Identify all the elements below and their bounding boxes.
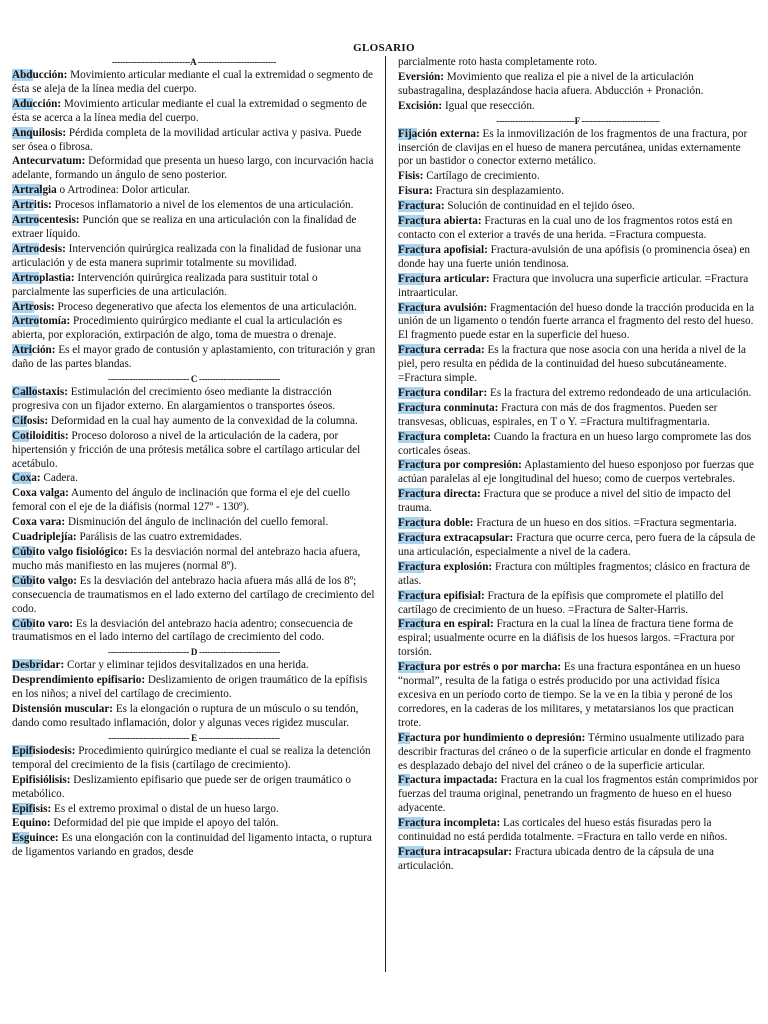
glossary-term: ura por compresión: bbox=[424, 459, 522, 472]
glossary-entry bbox=[398, 732, 758, 774]
glossary-definition: Igual que resección. bbox=[442, 99, 535, 112]
glossary-entry bbox=[12, 98, 376, 126]
glossary-definition: Procedimiento quirúrgico mediante el cual se realiza la detención temporal del crecimiento de la fisis (cartílago de crecimiento). bbox=[12, 744, 371, 771]
glossary-entry bbox=[12, 659, 376, 673]
glossary-definition: Movimiento articular mediante el cual la extremidad o segmento de ésta se aleja de la línea media del cuerpo. bbox=[12, 69, 374, 95]
glossary-definition: Parálisis de las cuatro extremidades. bbox=[76, 531, 242, 544]
glossary-term: osis: bbox=[33, 300, 55, 313]
glossary-definition: Fractura en la cual los fragmentos están comprimidos por fuerzas del trauma original, penetrando un fragmento de hueso en el hueso adyacente. bbox=[398, 774, 758, 815]
glossary-definition: Cortar y eliminar tejidos desvitalizados en una herida. bbox=[64, 659, 309, 672]
glossary-entry bbox=[12, 817, 376, 831]
glossary-term: ura explosión: bbox=[424, 560, 493, 573]
term-highlight: Callo bbox=[12, 386, 38, 399]
glossary-definition: Fractura con más de dos fragmentos. Pueden ser transvesas, oblicuas, espirales, en T o Y. =Fractura multifragmentaria. bbox=[398, 401, 718, 428]
glossary-entry bbox=[398, 488, 758, 516]
term-highlight: Fr bbox=[398, 731, 410, 744]
glossary-term: iloiditis: bbox=[29, 429, 69, 442]
glossary-term: ura abierta: bbox=[424, 215, 482, 228]
glossary-definition: Fractura-avulsión de una apófisis (o prominencia ósea) en donde hay una fuerte unión tendinosa. bbox=[398, 243, 751, 270]
glossary-term: ura intracapsular: bbox=[424, 845, 513, 858]
glossary-entry bbox=[398, 56, 758, 70]
glossary-term: ura en espiral: bbox=[424, 618, 494, 631]
glossary-definition: Fractura que ocurre cerca, pero fuera de la cápsula de una articulación, especialmente a nivel de la cadera. bbox=[398, 532, 756, 558]
term-highlight: Fract bbox=[398, 243, 425, 256]
glossary-entry bbox=[12, 832, 376, 860]
glossary-term: gia bbox=[42, 184, 57, 197]
glossary-entry bbox=[398, 661, 758, 731]
glossary-term: isis: bbox=[32, 802, 52, 815]
glossary-definition: Deformidad que presenta un hueso largo, con incurvación hacia adelante, formando un ángulo de seno posterior. bbox=[12, 155, 374, 182]
left-column bbox=[12, 56, 376, 861]
glossary-term: staxis: bbox=[37, 386, 68, 399]
glossary-definition: Fragmentación del hueso donde la tracción producida en la unión de un ligamento o tendón fuerte arranca el fragmento del resto del hueso. El fragmento puede estar en la superficie del hueso. bbox=[398, 301, 755, 342]
glossary-definition: Proceso doloroso a nivel de la articulación de la cadera, por hipertensión y fricción de una prótesis metálica sobre el cartílago articular del acetábulo. bbox=[12, 429, 361, 470]
glossary-term: Excisión: bbox=[398, 99, 443, 112]
glossary-definition: Punción que se realiza en una articulación con la finalidad de extraer líquido. bbox=[12, 214, 357, 240]
glossary-term: ura conminuta: bbox=[424, 401, 499, 414]
glossary-definition: Es la desviación del antebrazo hacia afuera más allá de los 8º; consecuencia de traumatismos en el lado externo del cartílago de crecimiento del codo. bbox=[12, 574, 375, 615]
glossary-entry bbox=[398, 200, 758, 214]
glossary-term: itis: bbox=[33, 199, 52, 212]
glossary-entry bbox=[398, 387, 758, 401]
glossary-term: ura directa: bbox=[424, 488, 481, 501]
glossary-definition: Deslizamiento de origen traumático de la epífisis en los niños; a nivel del cartílago de crecimiento. bbox=[12, 674, 368, 701]
glossary-definition: Solución de continuidad en el tejido óseo. bbox=[444, 200, 635, 213]
glossary-definition: Es el extremo proximal o distal de un hueso largo. bbox=[51, 802, 279, 815]
term-highlight: Desbr bbox=[12, 659, 41, 672]
glossary-entry bbox=[12, 184, 376, 198]
glossary-entry bbox=[398, 273, 758, 301]
term-highlight: Anq bbox=[12, 126, 33, 139]
glossary-definition: Fractura en la cual la línea de fractura tiene forma de espiral; usualmente ocurre en la diáfisis de los huesos largos. =Fractura por torsión. bbox=[398, 618, 735, 659]
term-highlight: Cif bbox=[12, 414, 27, 427]
glossary-term: Antecurvatum: bbox=[12, 155, 86, 168]
term-highlight: Fract bbox=[398, 272, 425, 285]
glossary-entry bbox=[398, 244, 758, 272]
section-separator: ------------------------------ D ------------------------------ bbox=[108, 647, 280, 658]
term-highlight: Cox bbox=[12, 472, 32, 485]
glossary-entry bbox=[12, 272, 376, 300]
glossary-definition: parcialmente roto hasta completamente roto. bbox=[398, 56, 598, 68]
glossary-term: osis: bbox=[26, 414, 49, 427]
glossary-entry bbox=[398, 302, 758, 344]
glossary-term: ucción: bbox=[32, 69, 68, 81]
glossary-entry bbox=[398, 459, 758, 487]
glossary-entry bbox=[12, 674, 376, 702]
term-highlight: Cúb bbox=[12, 574, 33, 587]
glossary-entry bbox=[12, 199, 376, 213]
section-separator: ------------------------------ E ------------------------------ bbox=[108, 732, 280, 743]
glossary-term: tomía: bbox=[39, 315, 71, 328]
section-separator: -----------------------------A ----------------------------- bbox=[111, 57, 277, 67]
term-highlight: Artral bbox=[12, 184, 43, 197]
glossary-entry bbox=[398, 402, 758, 430]
glossary-term: Desprendimiento epifisario: bbox=[12, 674, 146, 687]
glossary-entry bbox=[12, 430, 376, 472]
term-highlight: Artr bbox=[12, 199, 34, 212]
glossary-definition: Es la desviación del antebrazo hacia adentro; consecuencia de traumatismos en el lado interno del cartílago de crecimiento del codo. bbox=[12, 617, 353, 644]
glossary-definition: Cuando la fractura en un hueso largo compromete las dos corticales óseas. bbox=[398, 430, 752, 457]
glossary-entry bbox=[12, 745, 376, 773]
glossary-term: ura extracapsular: bbox=[424, 532, 514, 544]
glossary-definition: Deslizamiento epifisario que puede ser de origen traumático o metabólico. bbox=[12, 773, 351, 800]
glossary-entry bbox=[398, 532, 758, 560]
column-divider bbox=[385, 56, 386, 972]
glossary-definition: Término usualmente utilizado para describir fracturas del cráneo o de la superficie articular en donde el fragmento es desplazado debajo del nivel del cráneo o de la superficie articular. bbox=[398, 731, 751, 772]
glossary-entry bbox=[398, 344, 758, 386]
glossary-entry bbox=[398, 100, 758, 114]
glossary-definition: Fractura ubicada dentro de la cápsula de una articulación. bbox=[398, 845, 714, 872]
glossary-entry bbox=[398, 71, 758, 99]
glossary-term: Fisura: bbox=[398, 185, 433, 198]
glossary-entry bbox=[12, 618, 376, 646]
glossary-term: a: bbox=[31, 472, 41, 485]
glossary-term: cción: bbox=[32, 97, 62, 110]
term-highlight: Artro bbox=[12, 271, 40, 284]
glossary-term: ura condilar: bbox=[424, 386, 488, 399]
term-highlight: Epif bbox=[12, 802, 33, 815]
glossary-entry bbox=[12, 344, 376, 372]
glossary-definition: Cadera. bbox=[40, 472, 78, 485]
glossary-term: Coxa valga: bbox=[12, 487, 69, 500]
glossary-definition: Disminución del ángulo de inclinación del cuello femoral. bbox=[65, 516, 329, 529]
glossary-entry bbox=[398, 517, 758, 531]
glossary-entry bbox=[12, 315, 376, 343]
glossary-definition: Es la fractura que nose asocia con una herida a nivel de la piel, pero resulta en pédida de la continuidad del hueso subcutáneamente. =Fractura simple. bbox=[398, 344, 746, 385]
glossary-term: ura apofisial: bbox=[424, 243, 488, 256]
glossary-definition: Las corticales del hueso estás fisuradas pero la continuidad no está perdida totalmente. =Fractura en tallo verde en niños. bbox=[398, 817, 728, 844]
glossary-entry bbox=[398, 618, 758, 660]
glossary-entry bbox=[398, 128, 758, 170]
glossary-definition: Es la fractura del extremo redondeado de una articulación. bbox=[487, 386, 752, 399]
glossary-entry bbox=[12, 243, 376, 271]
glossary-entry bbox=[398, 817, 758, 845]
glossary-definition: Es una fractura espontánea en un hueso “normal”, resulta de la fatiga o estrés producido por una actividad física excesiva en un período corto de tiempo. Se la ve en la tibia y peroné de los corredores, en la caderas de los militares, y metatarsianos los que practican trote. bbox=[398, 661, 741, 729]
term-highlight: Fract bbox=[398, 301, 425, 314]
term-highlight: Fract bbox=[398, 386, 425, 399]
term-highlight: Fract bbox=[398, 200, 425, 213]
glossary-term: Eversión: bbox=[398, 70, 444, 83]
glossary-definition: Aumento del ángulo de inclinación que forma el eje del cuello femoral con el eje de la diáfisis (normal 127º - 130º). bbox=[12, 487, 351, 514]
glossary-definition: Fractura con múltiples fragmentos; clásico en fractura de atlas. bbox=[398, 560, 751, 587]
glossary-term: Equino: bbox=[12, 817, 51, 830]
glossary-term: Distensión muscular: bbox=[12, 703, 114, 716]
term-highlight: Fract bbox=[398, 817, 425, 830]
term-highlight: Cot bbox=[12, 429, 30, 442]
glossary-entry bbox=[398, 170, 758, 184]
glossary-term: ura completa: bbox=[424, 430, 491, 443]
term-highlight: Fract bbox=[398, 532, 425, 544]
glossary-definition: Pérdida completa de la movilidad articular activa y pasiva. Puede ser ósea o fibrosa. bbox=[12, 126, 362, 153]
glossary-entry bbox=[12, 575, 376, 617]
glossary-term: desis: bbox=[39, 242, 66, 255]
term-highlight: Fract bbox=[398, 488, 425, 501]
glossary-term: ura incompleta: bbox=[424, 817, 501, 830]
glossary-term: isiodesis: bbox=[32, 744, 76, 757]
glossary-term: ura por estrés o por marcha: bbox=[424, 661, 562, 674]
glossary-entry bbox=[12, 214, 376, 242]
term-highlight: Fract bbox=[398, 459, 425, 472]
glossary-term: Cuadriplejía: bbox=[12, 531, 77, 544]
glossary-term: ción externa: bbox=[417, 127, 480, 140]
glossary-definition: Movimiento articular mediante el cual la extremidad o segmento de ésta se acerca a la línea media del cuerpo. bbox=[12, 97, 367, 124]
glossary-term: ito valgo fisiológico: bbox=[32, 546, 128, 558]
glossary-entry bbox=[12, 487, 376, 515]
term-highlight: Cúb bbox=[12, 617, 33, 630]
term-highlight: Fract bbox=[398, 560, 425, 573]
term-highlight: Atri bbox=[12, 344, 32, 357]
term-highlight: Fract bbox=[398, 517, 425, 530]
term-highlight: Fract bbox=[398, 215, 425, 228]
glossary-entry bbox=[398, 774, 758, 816]
term-highlight: Fija bbox=[398, 127, 418, 140]
glossary-entry bbox=[12, 472, 376, 486]
glossary-definition: Es el mayor grado de contusión y aplastamiento, con trituración y gran daño de las partes blandas. bbox=[12, 344, 376, 371]
glossary-definition: Es la inmovilización de los fragmentos de una fractura, por inserción de clavijas en el hueso de manera percutánea, unidas externamente por un bastidor o conector externo metálico. bbox=[398, 127, 748, 168]
term-highlight: Fr bbox=[398, 774, 410, 787]
glossary-definition: Fracturas en la cual uno de los fragmentos rotos está en contacto con el exterior a través de una herida. =Fractura compuesta. bbox=[398, 215, 733, 241]
term-highlight: Fract bbox=[398, 618, 425, 631]
glossary-definition: Proceso degenerativo que afecta los elementos de una articulación. bbox=[54, 300, 357, 313]
glossary-definition: Es la desviación normal del antebrazo hacia afuera, mucho más manifiesto en las mujeres (normal 8º). bbox=[12, 546, 361, 572]
glossary-definition: Procesos inflamatorio a nivel de los elementos de una articulación. bbox=[51, 199, 354, 212]
glossary-definition: o Artrodinea: Dolor articular. bbox=[56, 184, 191, 197]
glossary-term: actura por hundimiento o depresión: bbox=[409, 731, 586, 744]
glossary-definition: Movimiento que realiza el pie a nivel de la articulación subastragalina, desplazándose hacia afuera. Abducción + Pronación. bbox=[398, 70, 704, 97]
glossary-entry bbox=[398, 561, 758, 589]
right-column bbox=[398, 56, 758, 875]
glossary-entry bbox=[12, 301, 376, 315]
glossary-definition: Intervención quirúrgica realizada para sustituir total o parcialmente las superficies de una articulación. bbox=[12, 271, 318, 298]
glossary-definition: Fractura que involucra una superficie articular. =Fractura intraarticular. bbox=[398, 272, 749, 299]
glossary-term: ito varo: bbox=[32, 617, 74, 630]
section-separator: ------------------------------ C ------------------------------ bbox=[108, 374, 280, 385]
page-title: GLOSARIO bbox=[353, 42, 415, 54]
glossary-entry bbox=[12, 531, 376, 545]
glossary-term: uince: bbox=[29, 832, 59, 845]
term-highlight: Abd bbox=[12, 69, 33, 81]
glossary-definition: Es la elongación o ruptura de un músculo o su tendón, dando como resultado inflamación, dolor y algunas veces rigidez muscular. bbox=[12, 703, 359, 729]
glossary-term: idar: bbox=[40, 659, 65, 672]
glossary-definition: Fractura sin desplazamiento. bbox=[432, 185, 564, 198]
term-highlight: Adu bbox=[12, 97, 33, 110]
glossary-entry bbox=[398, 590, 758, 618]
glossary-definition: Fractura que se produce a nivel del sitio de impacto del trauma. bbox=[398, 488, 731, 515]
glossary-term: plastia: bbox=[39, 271, 75, 284]
glossary-term: centesis: bbox=[39, 214, 80, 227]
term-highlight: Artro bbox=[12, 242, 40, 255]
term-highlight: Artro bbox=[12, 214, 40, 227]
term-highlight: Esg bbox=[12, 832, 30, 845]
term-highlight: Fract bbox=[398, 344, 425, 357]
glossary-term: uilosis: bbox=[32, 126, 67, 139]
glossary-entry bbox=[12, 774, 376, 802]
glossary-term: ito valgo: bbox=[32, 574, 77, 587]
glossary-entry bbox=[12, 546, 376, 574]
glossary-definition: Fractura de la epífisis que compromete el platillo del cartílago de crecimiento de un hueso. =Fractura de Salter-Harris. bbox=[398, 589, 724, 616]
glossary-definition: Es una elongación con la continuidad del ligamento intacta, o ruptura de ligamentos variando en grados, desde bbox=[12, 832, 372, 859]
glossary-term: actura impactada: bbox=[409, 774, 498, 787]
term-highlight: Artr bbox=[12, 300, 34, 313]
glossary-definition: Deformidad en la cual hay aumento de la convexidad de la columna. bbox=[48, 414, 358, 427]
term-highlight: Fract bbox=[398, 845, 425, 858]
term-highlight: Epif bbox=[12, 744, 33, 757]
glossary-entry bbox=[12, 703, 376, 731]
glossary-entry bbox=[398, 431, 758, 459]
glossary-definition: Deformidad del pie que impide el apoyo del talón. bbox=[50, 817, 279, 830]
glossary-definition: Intervención quirúrgica realizada con la finalidad de fusionar una articulación y de esta manera suprimir totalmente su movilidad. bbox=[12, 242, 362, 269]
glossary-term: ura avulsión: bbox=[424, 301, 488, 314]
glossary-entry bbox=[12, 415, 376, 429]
glossary-entry bbox=[12, 69, 376, 97]
glossary-entry bbox=[12, 803, 376, 817]
glossary-term: ura epifisial: bbox=[424, 589, 485, 602]
glossary-entry bbox=[398, 846, 758, 874]
glossary-term: ura cerrada: bbox=[424, 344, 485, 357]
glossary-term: ura articular: bbox=[424, 272, 490, 285]
glossary-term: ción: bbox=[31, 344, 56, 357]
glossary-definition: Cartílago de crecimiento. bbox=[423, 170, 540, 183]
glossary-entry bbox=[398, 185, 758, 199]
glossary-definition: Procedimiento quirúrgico mediante el cual la articulación es abierta, por exploración, extirpación de algo, toma de muestra o drenaje. bbox=[12, 315, 343, 342]
term-highlight: Fract bbox=[398, 430, 425, 443]
glossary-term: Fisis: bbox=[398, 170, 424, 183]
glossary-entry bbox=[12, 127, 376, 155]
glossary-term: ura doble: bbox=[424, 517, 474, 530]
term-highlight: Fract bbox=[398, 661, 425, 674]
glossary-definition: Fractura de un hueso en dos sitios. =Fractura segmentaria. bbox=[473, 517, 737, 530]
glossary-definition: Estimulación del crecimiento óseo mediante la distracción progresiva con un fijador externo. En alargamientos o transportes óseos. bbox=[12, 386, 336, 412]
term-highlight: Cúb bbox=[12, 546, 33, 558]
glossary-definition: Aplastamiento del hueso esponjoso por fuerzas que actúan paralelas al eje longitudinal del hueso; como de cuerpos vertebrales. bbox=[398, 459, 754, 486]
glossary-term: ura: bbox=[424, 200, 445, 213]
term-highlight: Artro bbox=[12, 315, 40, 328]
glossary-term: Coxa vara: bbox=[12, 516, 66, 529]
term-highlight: Fract bbox=[398, 401, 425, 414]
section-separator: -----------------------------F ----------------------------- bbox=[496, 115, 660, 126]
glossary-term: Epifisiólisis: bbox=[12, 773, 71, 786]
glossary-entry bbox=[12, 386, 376, 414]
glossary-entry bbox=[398, 215, 758, 243]
glossary-entry bbox=[12, 155, 376, 183]
term-highlight: Fract bbox=[398, 589, 425, 602]
glossary-entry bbox=[12, 516, 376, 530]
